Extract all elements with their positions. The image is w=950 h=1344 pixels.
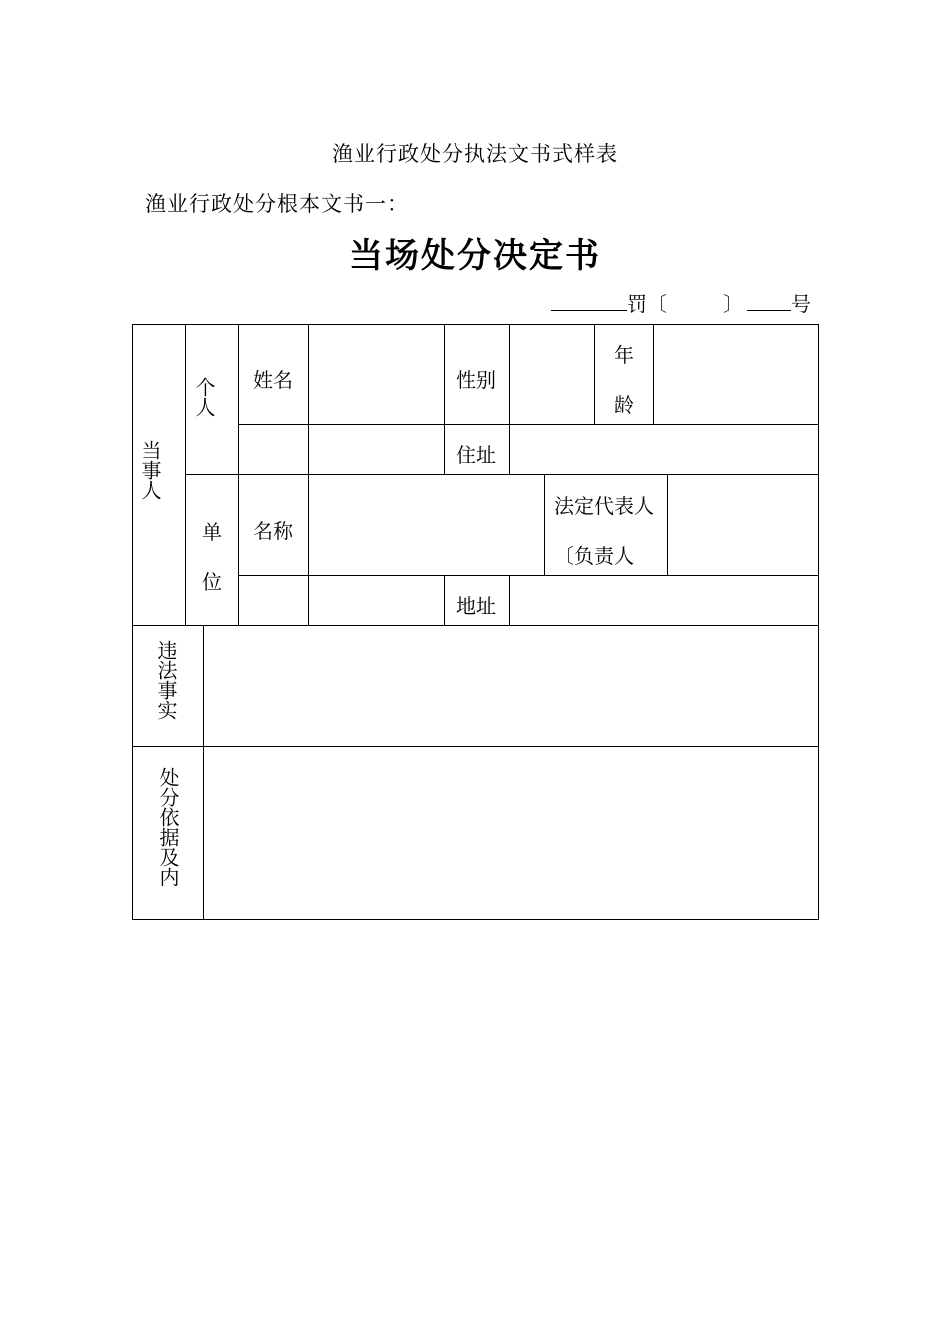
org-name-field[interactable] — [308, 474, 545, 576]
main-heading: 当场处分决定书 — [349, 236, 601, 276]
party-label: 当事人 — [138, 440, 162, 500]
penalty-char: 罚〔 — [627, 292, 667, 316]
residence-field[interactable] — [509, 424, 819, 475]
facts-label: 违法事实 — [154, 640, 178, 720]
unit-extra-cell[interactable] — [238, 575, 309, 626]
number-char: 号 — [791, 292, 811, 316]
gender-label: 性别 — [456, 368, 496, 392]
residence-label-cell — [444, 424, 510, 475]
address-field[interactable] — [509, 575, 819, 626]
facts-label-cell — [132, 625, 204, 747]
address-label: 地址 — [456, 594, 496, 618]
individual-label-cell — [185, 324, 239, 475]
basis-field[interactable] — [203, 746, 819, 920]
document-title: 渔业行政处分执法文书式样表 — [332, 142, 618, 166]
basis-label-cell — [132, 746, 204, 920]
document-subtitle: 渔业行政处分根本文书一： — [145, 192, 409, 216]
org-name-label: 名称 — [253, 519, 293, 543]
gender-field[interactable] — [509, 324, 595, 425]
age-label-cell — [594, 324, 654, 425]
party-label-cell — [132, 324, 186, 626]
basis-label: 处分依据及内 — [156, 767, 180, 887]
age-label-1: 年 — [614, 343, 634, 367]
legal-rep-field[interactable] — [667, 474, 819, 576]
individual-extra-field[interactable] — [308, 424, 445, 475]
individual-extra-cell[interactable] — [238, 424, 309, 475]
unit-label-2: 位 — [202, 570, 222, 594]
name-field[interactable] — [308, 324, 445, 425]
age-label-2: 龄 — [614, 393, 634, 417]
legal-rep-label: 法定代表人 — [554, 494, 654, 518]
responsible-label: 〔负责人 — [554, 544, 634, 568]
unit-extra-field[interactable] — [308, 575, 445, 626]
name-label-cell — [238, 324, 309, 425]
close-paren: 〕 — [723, 292, 743, 316]
gender-label-cell — [444, 324, 510, 425]
age-field[interactable] — [653, 324, 819, 425]
residence-label: 住址 — [456, 443, 496, 467]
unit-label-1: 单 — [202, 520, 222, 544]
org-name-label-cell — [238, 474, 309, 576]
address-label-cell — [444, 575, 510, 626]
individual-label: 个人 — [192, 377, 216, 417]
facts-field[interactable] — [203, 625, 819, 747]
name-label: 姓名 — [253, 368, 293, 392]
unit-label-cell — [185, 474, 239, 626]
legal-rep-label-cell — [544, 474, 668, 576]
